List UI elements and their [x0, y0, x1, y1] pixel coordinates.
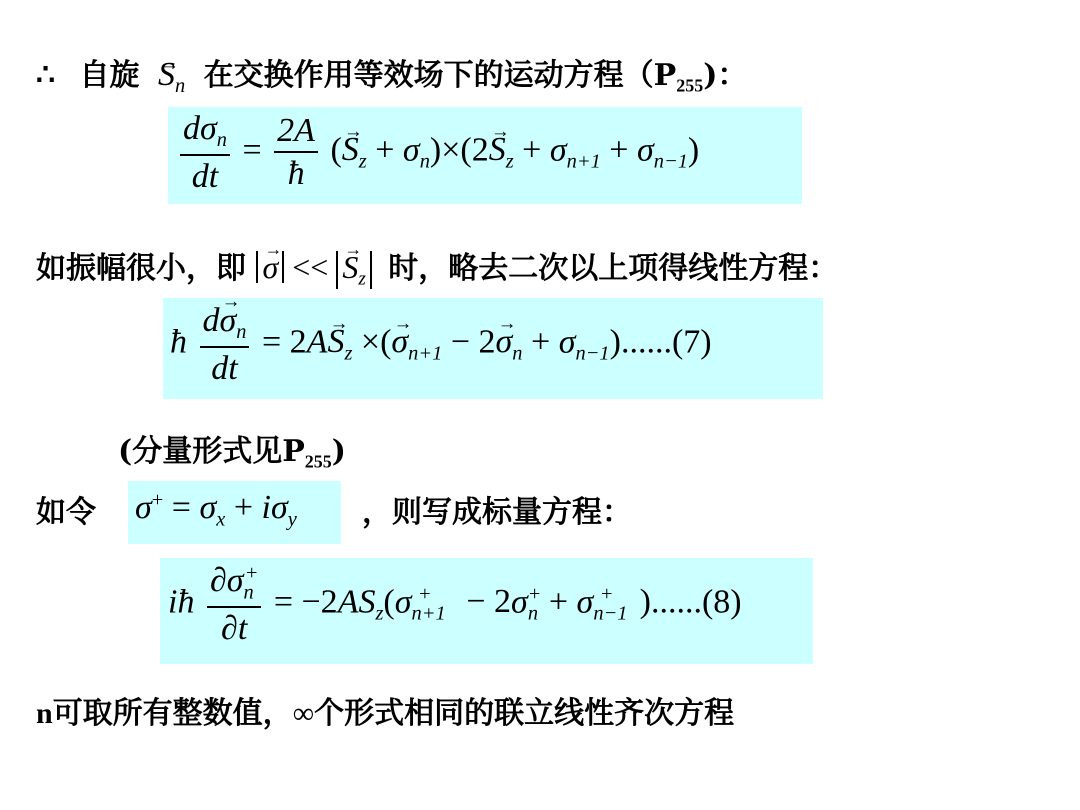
line2-text-a: 如振幅很小，即: [36, 251, 246, 286]
ref-subscript: 255: [676, 75, 704, 96]
line1-text-c: )：: [703, 58, 748, 93]
text-line-4-prefix: [36, 493, 96, 533]
line5-n: n: [36, 697, 53, 730]
small-amplitude-condition: → σ << → $S_z$: [256, 249, 371, 285]
line4-text-a: 如令: [36, 495, 96, 530]
text-line-2: [36, 247, 838, 289]
line5-text-a: 可取所有整数值，: [52, 696, 293, 731]
infinity-symbol: ∞: [292, 697, 315, 730]
sigma-plus-definition: $\sigma^+ = \sigma_x + i\sigma_y$: [135, 489, 297, 531]
line1-text-a: 自旋: [79, 58, 140, 93]
line3-sub: 255: [304, 451, 332, 472]
equation-1: $\frac{d\sigma_n}{dt}$ = $\frac{2A}{ħ}$ (→ $S_z + \sigma_n)\times(2\to S_z + \sigma_{n+1} + \sigma_{n-1})$: [176, 110, 699, 195]
equation-7: ħ $\frac{d\to \sigma_n}{dt}$ = $2A\to S_z$ ×(→ $\sigma_{n+1} - 2\to \sigma_n + \sigma_{n-1})......(7)$: [170, 302, 712, 387]
eq1-coefficient: $\frac{2A}{ħ}$: [274, 112, 318, 193]
line1-text-b: 在交换作用等效场下的运动方程（P: [203, 58, 677, 93]
line3-text: (分量形式见P: [118, 434, 305, 469]
line5-text-b: 个形式相同的联立线性齐次方程: [314, 696, 735, 731]
equation-7-label: ......(7): [620, 323, 712, 361]
text-line-4-suffix: [362, 493, 632, 533]
text-line-3: [118, 432, 346, 481]
line2-text-b: 时，略去二次以上项得线性方程：: [388, 251, 839, 286]
text-line-5: [36, 694, 734, 734]
line4-text-b: ，则写成标量方程：: [362, 495, 632, 530]
spin-symbol: → $S_n$: [158, 56, 185, 93]
line3-close: ): [331, 434, 346, 469]
equation-8-label: ......(8): [650, 583, 742, 621]
text-line-1: [36, 55, 747, 106]
therefore-symbol: ∴: [36, 58, 56, 93]
eq1-derivative: $\frac{d\sigma_n}{dt}$: [180, 110, 230, 195]
equation-8: iħ $\frac{\partial\sigma_n^+}{\partial t}$ = $-2AS_z(\sigma_{n+1}^+ - 2\sigma_n^+ + \sigma_{n-1}^+$ )......(8): [168, 562, 742, 647]
